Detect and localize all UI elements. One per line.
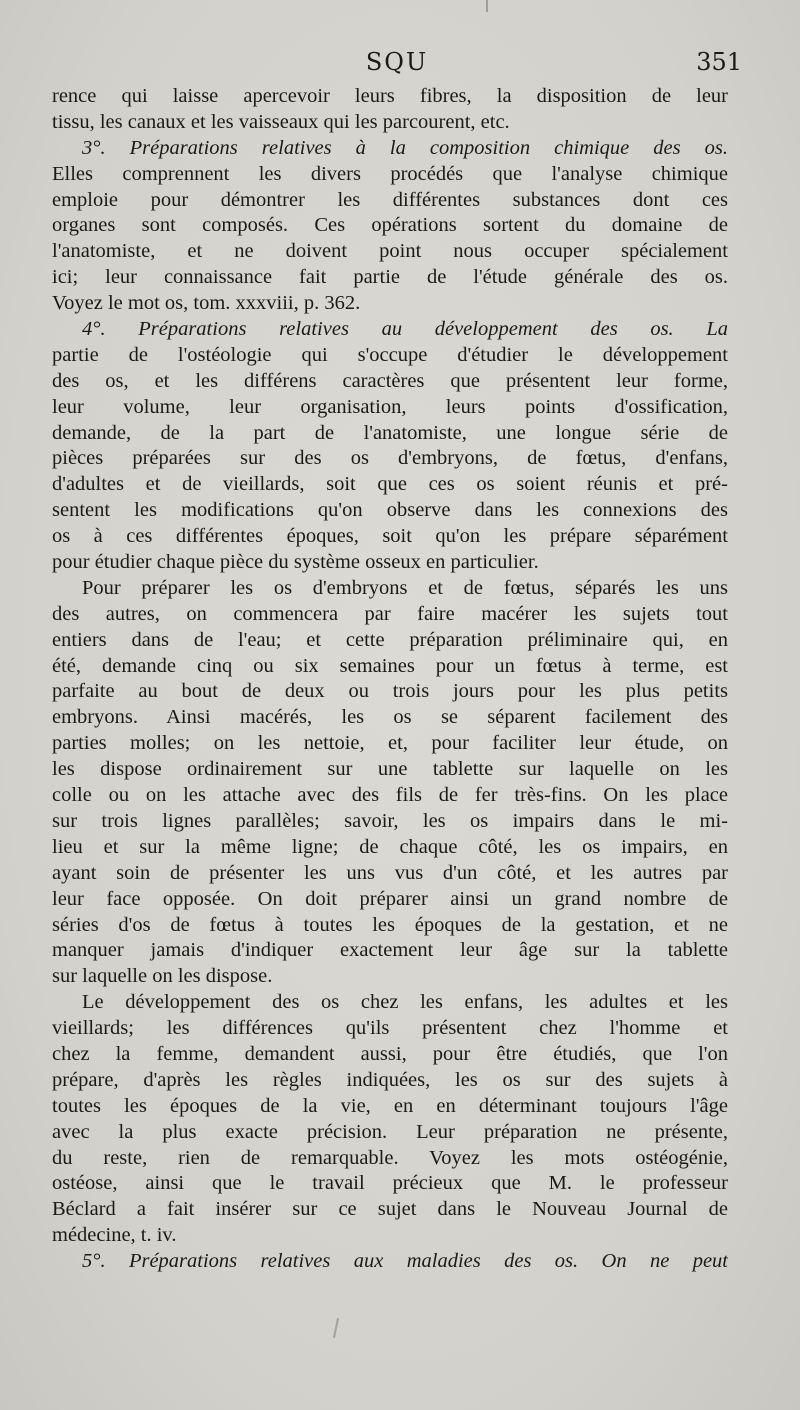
body-text bbox=[52, 84, 728, 1275]
text-line: chez la femme, demandent aussi, pour être étudiés, que l'on bbox=[52, 1042, 728, 1065]
text-line: des os, et les différens caractères que présentent leur forme, bbox=[52, 369, 728, 392]
text-line: l'anatomiste, et ne doivent point nous occuper spécialement bbox=[52, 240, 728, 263]
text-line: Béclard a fait insérer sur ce sujet dans le Nouveau Journal de bbox=[52, 1198, 728, 1221]
text-line: avec la plus exacte précision. Leur préparation ne présente, bbox=[52, 1120, 728, 1143]
text-line: sur laquelle on les dispose. bbox=[52, 965, 273, 988]
section-heading-line: 3°. Préparations relatives à la composition chimique des os. bbox=[82, 136, 728, 159]
text-line: ostéose, ainsi que le travail précieux que M. le professeur bbox=[52, 1172, 728, 1195]
text-line: manquer jamais d'indiquer exactement leur âge sur la tablette bbox=[52, 939, 728, 962]
text-line: embryons. Ainsi macérés, les os se séparent facilement des bbox=[52, 706, 728, 729]
text-line: os à ces différentes époques, soit qu'on les prépare séparément bbox=[52, 525, 728, 548]
text-line: parties molles; on les nettoie, et, pour faciliter leur étude, on bbox=[52, 732, 728, 755]
text-line: leur volume, leur organisation, leurs points d'ossification, bbox=[52, 395, 728, 418]
text-line: colle ou on les attache avec des fils de fer très-fins. On les place bbox=[52, 784, 728, 807]
page-header bbox=[52, 48, 742, 82]
text-line: organes sont composés. Ces opérations sortent du domaine de bbox=[52, 214, 728, 237]
paper-crease-mark bbox=[333, 1318, 339, 1338]
text-line: pièces préparées sur des os d'embryons, de fœtus, d'enfans, bbox=[52, 447, 728, 470]
text-line: été, demande cinq ou six semaines pour un fœtus à terme, est bbox=[52, 654, 728, 677]
text-line: Voyez le mot os, tom. xxxviii, p. 362. bbox=[52, 292, 361, 315]
text-line: tissu, les canaux et les vaisseaux qui les parcourent, etc. bbox=[52, 110, 510, 133]
text-line: partie de l'ostéologie qui s'occupe d'étudier le développement bbox=[52, 343, 728, 366]
text-line: séries d'os de fœtus à toutes les époques de la gestation, et ne bbox=[52, 913, 728, 936]
page-number: 351 bbox=[696, 48, 742, 76]
text-line: emploie pour démontrer les différentes substances dont ces bbox=[52, 188, 728, 211]
text-line: entiers dans de l'eau; et cette préparation préliminaire qui, en bbox=[52, 628, 728, 651]
text-line: sentent les modifications qu'on observe dans les connexions des bbox=[52, 499, 728, 522]
text-line: parfaite au bout de deux ou trois jours pour les plus petits bbox=[52, 680, 728, 703]
text-line: ayant soin de présenter les uns vus d'un côté, et les autres par bbox=[52, 861, 728, 884]
text-line: Elles comprennent les divers procédés que l'analyse chimique bbox=[52, 162, 728, 185]
text-line: lieu et sur la même ligne; de chaque côté, les os impairs, en bbox=[52, 835, 728, 858]
text-line: prépare, d'après les règles indiquées, les os sur des sujets à bbox=[52, 1068, 728, 1091]
text-line: toutes les époques de la vie, en en déterminant toujours l'âge bbox=[52, 1094, 728, 1117]
text-line: Pour préparer les os d'embryons et de fœtus, séparés les uns bbox=[82, 576, 728, 599]
text-line: sur trois lignes parallèles; savoir, les os impairs dans le mi- bbox=[52, 809, 728, 832]
paper-crease-mark bbox=[486, 0, 488, 12]
text-line: les dispose ordinairement sur une tablette sur laquelle on les bbox=[52, 758, 728, 781]
text-line: rence qui laisse apercevoir leurs fibres, la disposition de leur bbox=[52, 85, 728, 107]
running-head: SQU bbox=[365, 48, 429, 76]
text-line: du reste, rien de remarquable. Voyez les mots ostéogénie, bbox=[52, 1146, 728, 1169]
text-line: demande, de la part de l'anatomiste, une longue série de bbox=[52, 421, 728, 444]
text-line: leur face opposée. On doit préparer ainsi un grand nombre de bbox=[52, 887, 728, 910]
text-line: médecine, t. iv. bbox=[52, 1224, 177, 1247]
text-line: des autres, on commencera par faire macérer les sujets tout bbox=[52, 602, 728, 625]
section-heading-line: 5°. Préparations relatives aux maladies des os. On ne peut bbox=[82, 1250, 728, 1273]
text-line: pour étudier chaque pièce du système osseux en particulier. bbox=[52, 551, 539, 574]
text-line: vieillards; les différences qu'ils présentent chez l'homme et bbox=[52, 1017, 728, 1040]
text-line: d'adultes et de vieillards, soit que ces os soient réunis et pré- bbox=[52, 473, 728, 496]
section-heading-line: 4°. Préparations relatives au développement des os. La bbox=[82, 318, 728, 341]
text-line: ici; leur connaissance fait partie de l'étude générale des os. bbox=[52, 266, 728, 289]
text-line: Le développement des os chez les enfans, les adultes et les bbox=[82, 991, 728, 1014]
